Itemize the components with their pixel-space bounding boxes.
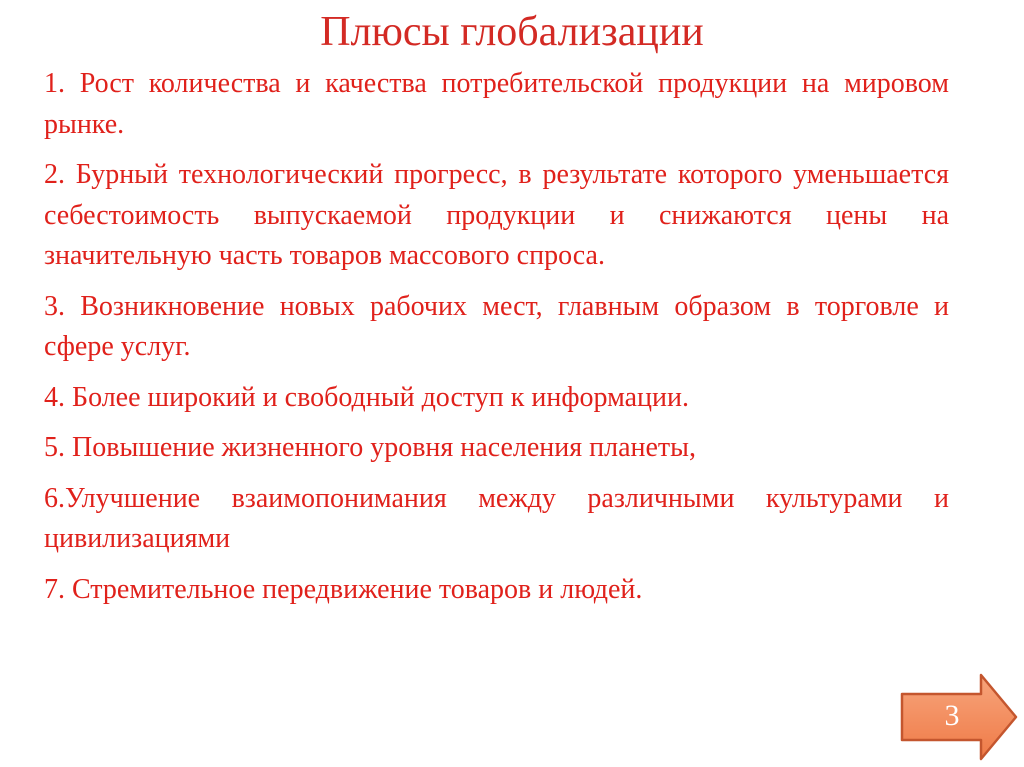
benefits-list [44,64,949,620]
list-item: 2. Бурный технологический прогресс, в результате которого уменьшается себестоимость выпускаемой продукции и снижаются цены на значительную часть товаров массового спроса. [44,159,949,271]
list-item: 5. Повышение жизненного уровня населения планеты, [44,432,696,463]
list-item: 3. Возникновение новых рабочих мест, главным образом в торговле и сфере услуг. [44,290,949,362]
next-slide-button[interactable] [899,672,1019,762]
list-item: 1. Рост количества и качества потребительской продукции на мировом рынке. [44,68,949,140]
list-item: 4. Более широкий и свободный доступ к информации. [44,381,689,413]
page-number: 3 [944,699,960,732]
slide-title: Плюсы глобализации [320,9,704,55]
list-item: 7. Стремительное передвижение товаров и людей. [44,573,643,605]
list-item: 6.Улучшение взаимопонимания между различными культурами и цивилизациями [44,482,949,554]
